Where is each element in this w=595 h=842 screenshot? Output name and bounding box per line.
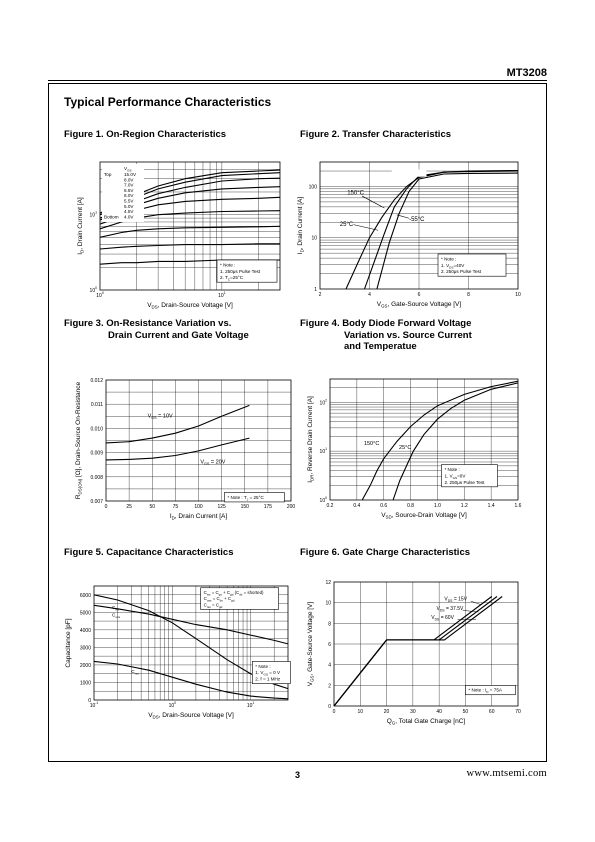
y-tick-label: 0.008 <box>90 474 103 481</box>
chart-note-line: * Note : $T_J = 25^\circ C$ <box>227 494 264 502</box>
y-tick-label: 10 <box>325 600 331 607</box>
x-tick-label: 100 <box>194 504 203 510</box>
figure-4-title-line-2: Variation vs. Source Current <box>344 329 472 341</box>
y-tick-label: 2000 <box>79 662 91 669</box>
y-axis-label: Capacitance [pF] <box>65 618 72 668</box>
y-tick-label: 12 <box>325 580 331 586</box>
legend-entry: 5.5V <box>124 198 134 204</box>
x-tick-label: 200 <box>286 504 296 510</box>
legend-entry: 6.5V <box>124 187 134 193</box>
chart-note <box>438 254 506 276</box>
annotation-vds: $V_{DS} = 60V$ <box>431 615 454 622</box>
x-tick-label: 40 <box>436 709 442 715</box>
x-tick-label: 30 <box>410 709 416 715</box>
chart-note-line: * Note : <box>255 663 271 669</box>
x-tick-label: 2 <box>318 292 322 298</box>
y-tick-label: 0.007 <box>90 499 103 505</box>
x-tick-label: 0 <box>332 709 336 715</box>
footer-url: www.mtsemi.com <box>466 768 547 779</box>
chart-note-line: * Note : <box>444 467 460 473</box>
chart-note <box>224 493 284 502</box>
figure-3-title-line-1: Figure 3. On-Resistance Variation vs. <box>64 318 232 329</box>
chart-note <box>252 661 290 683</box>
chart-capacitance <box>60 580 300 735</box>
x-tick-label: 6 <box>417 292 421 298</box>
x-tick-label: 50 <box>149 504 156 510</box>
capacitance-legend <box>201 588 279 610</box>
legend-entry: 8.0V <box>124 177 134 183</box>
x-axis-label: $I_D$, Drain Current [A] <box>169 513 228 521</box>
annotation-vgs20: $V_{GS} = 20V$ <box>200 459 226 466</box>
x-tick-label: 25 <box>126 504 132 510</box>
y-tick-label: 10 <box>311 235 317 242</box>
x-axis-label: $V_{SD}$, Source-Drain Voltage [V] <box>381 512 467 520</box>
y-tick-label: $10^1$ <box>89 210 97 219</box>
capacitance-legend-line: $C_{iss} = C_{gs} + C_{gd}$ ($C_{ds}$ = shorted) <box>203 589 264 597</box>
chart-note-line: * Note : $I_D = 75A$ <box>468 687 502 695</box>
figure-4-title-line-3: and Temperatue <box>344 341 417 352</box>
x-tick-label: 150 <box>240 504 249 510</box>
y-tick-label: 6000 <box>79 592 91 599</box>
x-tick-label: 125 <box>217 504 226 510</box>
y-tick-label: $10^2$ <box>319 398 327 407</box>
figure-2-title: Figure 2. Transfer Characteristics <box>300 129 452 140</box>
y-tick-label: 5000 <box>79 610 91 617</box>
chart-note-line: * Note : <box>441 256 457 262</box>
x-tick-label: 20 <box>383 709 390 715</box>
x-axis-label: $V_{DS}$, Drain-Source Voltage [V] <box>147 302 233 310</box>
x-axis-label: $V_{DS}$, Drain-Source Voltage [V] <box>148 712 234 720</box>
annotation-vds: $V_{DS} = 15V$ <box>444 596 468 604</box>
annotation-ciss: $C_{iss}$ <box>112 605 120 612</box>
y-axis-label: $V_{GS}$, Gate-Source Voltage [V] <box>307 601 315 687</box>
legend-top-label: Top <box>104 172 112 177</box>
y-tick-label: $10^0$ <box>319 496 327 504</box>
chart-note-line: 1. $V_{GS} = 0$ V <box>255 670 281 677</box>
chart-note-line: 2. $T_C=25^\circ C$ <box>220 275 244 282</box>
legend-vgs <box>102 164 144 222</box>
figure-4-title <box>300 318 472 353</box>
x-tick-label: 1.6 <box>514 503 522 509</box>
y-tick-label: 0.011 <box>90 402 103 409</box>
y-tick-label: 0 <box>88 698 91 704</box>
chart-note-line: * Note : <box>220 262 236 268</box>
chart-note-line: 1. $V_{DS}=40V$ <box>441 262 465 270</box>
legend-bottom-label: Bottom <box>104 214 119 220</box>
chart-note-line: 2. 250μs Pulse Test <box>444 479 485 485</box>
x-tick-label: 70 <box>515 709 521 715</box>
chart-on-region <box>70 150 285 320</box>
x-tick-label: $10^0$ <box>96 291 104 299</box>
x-tick-label: 1.0 <box>433 503 441 509</box>
part-number: MT3208 <box>506 67 547 79</box>
capacitance-legend-line: $C_{oss} = C_{ds} + C_{gd}$ <box>203 596 235 603</box>
annotation-150c: 150°C <box>347 190 364 197</box>
chart-note-line: 2. 250μs Pulse Test <box>441 269 482 275</box>
x-tick-label: $10^0$ <box>168 701 177 709</box>
x-tick-label: 0.8 <box>407 503 415 509</box>
x-tick-label: 60 <box>488 709 495 715</box>
y-axis-label: $I_D$, Drain Current [A] <box>297 196 305 255</box>
y-tick-label: 0.012 <box>90 378 103 384</box>
chart-note <box>465 685 515 694</box>
x-tick-label: 4 <box>368 292 371 298</box>
y-tick-label: 2 <box>328 683 331 690</box>
legend-entry: 4.0V <box>124 214 134 220</box>
legend-entry: 4.5V <box>124 209 134 215</box>
chart-body-diode <box>300 375 530 530</box>
y-tick-label: 4000 <box>79 627 91 634</box>
annotation-minus55c: -55°C <box>409 217 425 224</box>
chart-note-line: 1. $V_{GS}=0V$ <box>444 473 466 480</box>
y-tick-label: 1 <box>314 287 317 293</box>
y-tick-label: 8 <box>328 621 331 628</box>
x-tick-label: 0.2 <box>326 503 334 509</box>
chart-on-resistance <box>70 370 300 530</box>
x-tick-label: $10^1$ <box>246 701 255 709</box>
y-tick-label: 1000 <box>79 680 91 687</box>
x-tick-label: 175 <box>263 504 273 510</box>
figure-3-title-line-2: Drain Current and Gate Voltage <box>108 329 249 341</box>
y-tick-label: $10^0$ <box>89 286 97 294</box>
chart-gate-charge <box>300 578 530 735</box>
legend-entry: 15.0V <box>124 172 137 177</box>
x-tick-label: 10 <box>357 709 364 715</box>
figure-6-title: Figure 6. Gate Charge Characteristics <box>300 547 471 558</box>
section-title: Typical Performance Characteristics <box>64 95 272 109</box>
annotation-crss: $C_{rss}$ <box>131 669 139 676</box>
y-axis-label: $I_{DR}$, Reverse Drain Current [A] <box>307 396 315 483</box>
chart-note-line: 1. 250μs Pulse Test <box>220 268 261 274</box>
chart-transfer <box>290 150 530 320</box>
x-axis-label: $V_{GS}$, Gate-Source Voltage [V] <box>376 301 462 309</box>
annotation-coss: $C_{oss}$ <box>112 612 121 620</box>
x-tick-label: 0.4 <box>353 503 361 509</box>
y-tick-label: 0.010 <box>90 426 103 433</box>
legend-entry: 6.0V <box>124 193 134 199</box>
x-tick-label: 8 <box>467 292 470 298</box>
x-tick-label: 75 <box>172 504 179 510</box>
y-tick-label: 4 <box>328 662 331 669</box>
y-tick-label: 3000 <box>79 645 91 652</box>
figure-3-title <box>64 318 249 341</box>
x-axis-label: $Q_G$, Total Gate Charge [nC] <box>386 718 466 726</box>
chart-note-line: 2. f = 1 MHz <box>255 676 281 682</box>
figure-5-title: Figure 5. Capacitance Characteristics <box>64 547 234 558</box>
chart-note <box>217 260 277 282</box>
x-tick-label: 1.4 <box>487 503 495 509</box>
y-tick-label: 6 <box>328 642 331 648</box>
y-tick-label: 0.009 <box>90 450 103 457</box>
x-tick-label: 10 <box>515 292 521 298</box>
x-tick-label: 0.6 <box>380 503 388 509</box>
header-rule <box>48 80 547 81</box>
annotation-150c: 150°C <box>363 440 380 447</box>
chart-note <box>441 465 497 487</box>
y-axis-label: $I_D$, Drain Current [A] <box>77 197 85 255</box>
x-tick-label: 1.2 <box>460 503 468 509</box>
annotation-vgs10: $V_{GS} = 10V$ <box>147 413 173 421</box>
y-tick-label: 100 <box>308 184 317 191</box>
y-axis-label: $R_{DS(ON)}$ [Ω], Drain-Source On-Resistance <box>75 381 83 500</box>
x-tick-label: 50 <box>462 709 469 715</box>
legend-entry: 5.0V <box>124 203 134 209</box>
figure-1-title: Figure 1. On-Region Characteristics <box>64 129 227 140</box>
legend-entry: 7.0V <box>124 182 134 188</box>
annotation-25c: 25°C <box>339 221 354 228</box>
x-tick-label: 0 <box>104 504 108 510</box>
x-tick-label: $10^1$ <box>218 291 226 299</box>
capacitance-legend-line: $C_{rss} = C_{gd}$ <box>203 602 223 609</box>
y-tick-label: 0 <box>328 704 331 710</box>
annotation-25c: 25°C <box>399 445 412 452</box>
annotation-vds: $V_{DS} = 37.5V$ <box>436 605 464 613</box>
y-tick-label: $10^1$ <box>319 447 327 456</box>
x-tick-label: $10^{-1}$ <box>89 701 99 709</box>
page-number: 3 <box>294 770 300 780</box>
legend-header: $V_{GS}$ <box>124 166 132 173</box>
figure-4-title-line-1: Figure 4. Body Diode Forward Voltage <box>300 318 472 329</box>
